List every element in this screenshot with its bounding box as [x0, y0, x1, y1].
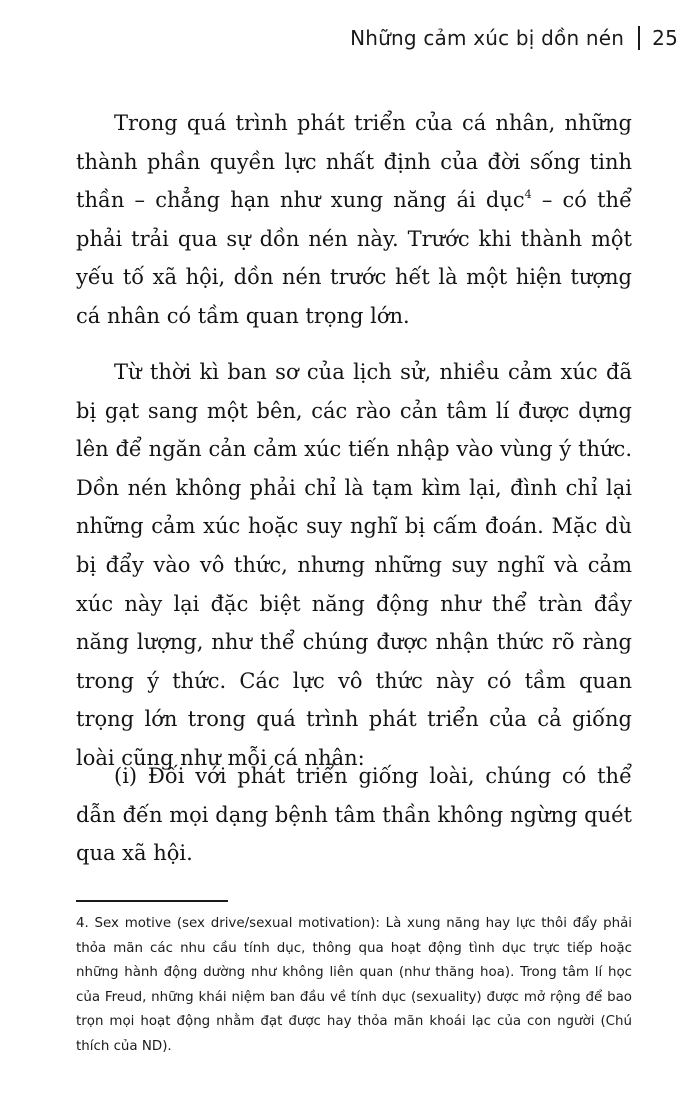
- footnote: 4. Sex motive (sex drive/sexual motivation): Là xung năng hay lực thôi đẩy phải thỏa mãn các nhu cầu tính dục, thông qua hoạt động tình dục trực tiếp hoặc những hành động dường như không liên quan (như thăng hoa). Trong tâm lí học của Freud, những khái niệm ban đầu về tính dục (sexuality) được mở rộng để bao trọn mọi hoạt động nhằm đạt được hay thỏa mãn khoái lạc của con người (Chú thích của ND).: [76, 916, 632, 1054]
- paragraph-1-end: – có thể phải trải qua sự dồn nén này. Trước khi thành một yếu tố xã hội, dồn nén trước hết là một hiện tượng cá nhân có tầm quan trọng lớn.: [76, 188, 632, 328]
- header-separator: [638, 26, 640, 50]
- footnote-divider: [76, 900, 228, 902]
- paragraph-3-text: (i) Đối với phát triển giống loài, chúng có thể dẫn đến mọi dạng bệnh tâm thần không ngừng quét qua xã hội.: [76, 764, 632, 866]
- paragraph-2: [76, 353, 632, 778]
- paragraph-2-text: Từ thời kì ban sơ của lịch sử, nhiều cảm xúc đã bị gạt sang một bên, các rào cản tâm lí được dựng lên để ngăn cản cảm xúc tiến nhập vào vùng ý thức. Dồn nén không phải chỉ là tạm kìm lại, đình chỉ lại những cảm xúc hoặc suy nghĩ bị cấm đoán. Mặc dù bị đẩy vào vô thức, nhưng những suy nghĩ và cảm xúc này lại đặc biệt năng động như thể tràn đầy năng lượng, như thể chúng được nhận thức rõ ràng trong ý thức. Các lực vô thức này có tầm quan trọng lớn trong quá trình phát triển của cả giống loài cũng như mỗi cá nhân:: [76, 360, 632, 770]
- paragraph-3: [76, 757, 632, 873]
- chapter-title: Những cảm xúc bị dồn nén: [350, 26, 625, 50]
- running-header: [350, 26, 678, 50]
- page-number: 25: [652, 26, 678, 50]
- footnote-reference: 4: [524, 188, 532, 202]
- paragraph-1-start: Trong quá trình phát triển của cá nhân, những thành phần quyền lực nhất định của đời sống tinh thần – chẳng hạn như xung năng ái dục: [76, 111, 632, 213]
- paragraph-1: [76, 104, 632, 336]
- paragraph-1-text: [76, 104, 632, 336]
